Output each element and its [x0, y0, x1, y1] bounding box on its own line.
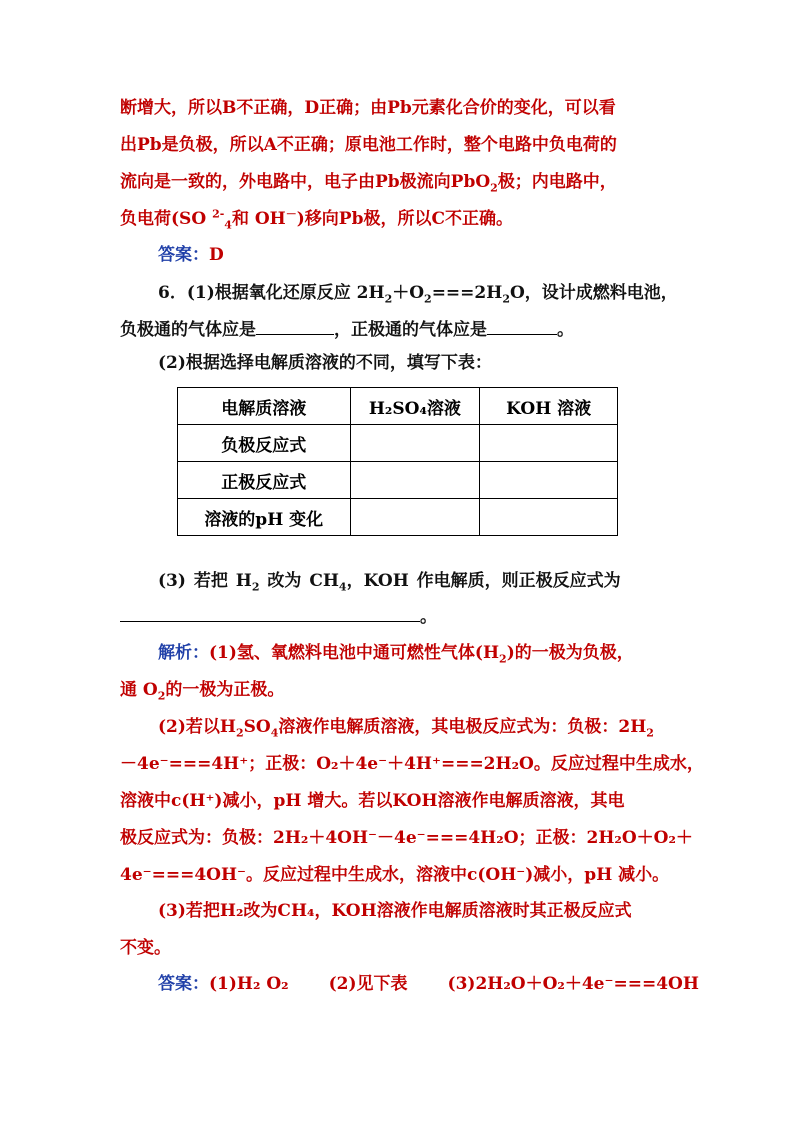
answer-label: 答案： — [158, 974, 209, 994]
blank-positive-gas[interactable] — [487, 316, 557, 335]
q6-line-5: 。 — [120, 603, 680, 629]
answer-part-3: (3)2H₂O＋O₂＋4e⁻===4OH — [447, 974, 699, 994]
q6-line-3: (2)根据选择电解质溶液的不同，填写下表： — [158, 353, 492, 373]
analysis-line-4: －4e⁻===4H⁺；正极：O₂＋4e⁻＋4H⁺===2H₂O。反应过程中生成水， — [120, 754, 704, 774]
analysis-line-8: (3)若把H₂改为CH₄，KOH溶液作电解质溶液时其正极反应式 — [158, 901, 632, 921]
table-header-cell: H₂SO₄溶液 — [350, 388, 480, 425]
answer-part-1: (1)H₂ O₂ — [209, 974, 289, 994]
analysis-line-7: 4e⁻===4OH⁻。反应过程中生成水，溶液中c(OH⁻)减小，pH 减小。 — [120, 865, 670, 885]
answer-value: D — [209, 245, 224, 265]
text-line-3: 流向是一致的，外电路中，电子由Pb极流向PbO$_2$极；内电路中， — [120, 172, 617, 195]
analysis-line-1: 解析：(1)氢、氧燃料电池中通可燃性气体$(H_2)$的一极为负极， — [158, 643, 634, 666]
table-row-label: 负极反应式 — [178, 425, 351, 462]
text-line-1: 断增大，所以B不正确，D正确；由Pb元素化合价的变化，可以看 — [120, 98, 616, 118]
blank-positive-equation[interactable] — [120, 603, 420, 622]
table-header-row — [178, 388, 618, 425]
table-cell-blank[interactable] — [480, 462, 618, 499]
q6-line-4: (3) 若把 $H_2$ 改为 $CH_4$，KOH 作电解质，则正极反应式为 — [158, 571, 621, 594]
table-row — [178, 425, 618, 462]
table-cell-blank[interactable] — [350, 462, 480, 499]
table-cell-blank[interactable] — [350, 425, 480, 462]
table-cell-blank[interactable] — [350, 499, 480, 536]
q6-line-1: 6．(1)根据氧化还原反应 $2H_2+O_2===2H_2O$，设计成燃料电池， — [158, 283, 678, 306]
table-row-label: 正极反应式 — [178, 462, 351, 499]
text-line-4: 负电荷(SO $^{2-}_4$和 OH－)移向Pb极，所以C不正确。 — [120, 207, 513, 232]
text-line-2: 出Pb是负极，所以A不正确；原电池工作时，整个电路中负电荷的 — [120, 135, 617, 155]
analysis-line-9: 不变。 — [120, 938, 171, 958]
analysis-line-3: (2)若以$H_2SO_4$溶液作电解质溶液，其电极反应式为：负极：$2H_2$ — [158, 717, 654, 740]
answer-6 — [158, 972, 718, 996]
table-header-cell: KOH 溶液 — [480, 388, 618, 425]
table-row — [178, 499, 618, 536]
table-row-label: 溶液的pH 变化 — [178, 499, 351, 536]
q6-line-2: 负极通的气体应是 ，正极通的气体应是 。 — [120, 316, 680, 342]
blank-negative-gas[interactable] — [256, 316, 334, 335]
analysis-line-5: 溶液中c(H⁺)减小，pH 增大。若以KOH溶液作电解质溶液，其电 — [120, 791, 625, 811]
answer-label: 答案： — [158, 245, 209, 265]
table-header-cell: 电解质溶液 — [178, 388, 351, 425]
table-cell-blank[interactable] — [480, 425, 618, 462]
table-row — [178, 462, 618, 499]
analysis-line-6: 极反应式为：负极：2H₂＋4OH⁻－4e⁻===4H₂O；正极：2H₂O＋O₂＋ — [120, 828, 693, 848]
electrolyte-table — [177, 387, 618, 536]
analysis-label: 解析： — [158, 643, 209, 663]
answer-part-2: (2)见下表 — [328, 974, 408, 994]
analysis-line-2: 通 $O_2$的一极为正极。 — [120, 680, 285, 703]
table-cell-blank[interactable] — [480, 499, 618, 536]
answer-5 — [158, 243, 718, 267]
